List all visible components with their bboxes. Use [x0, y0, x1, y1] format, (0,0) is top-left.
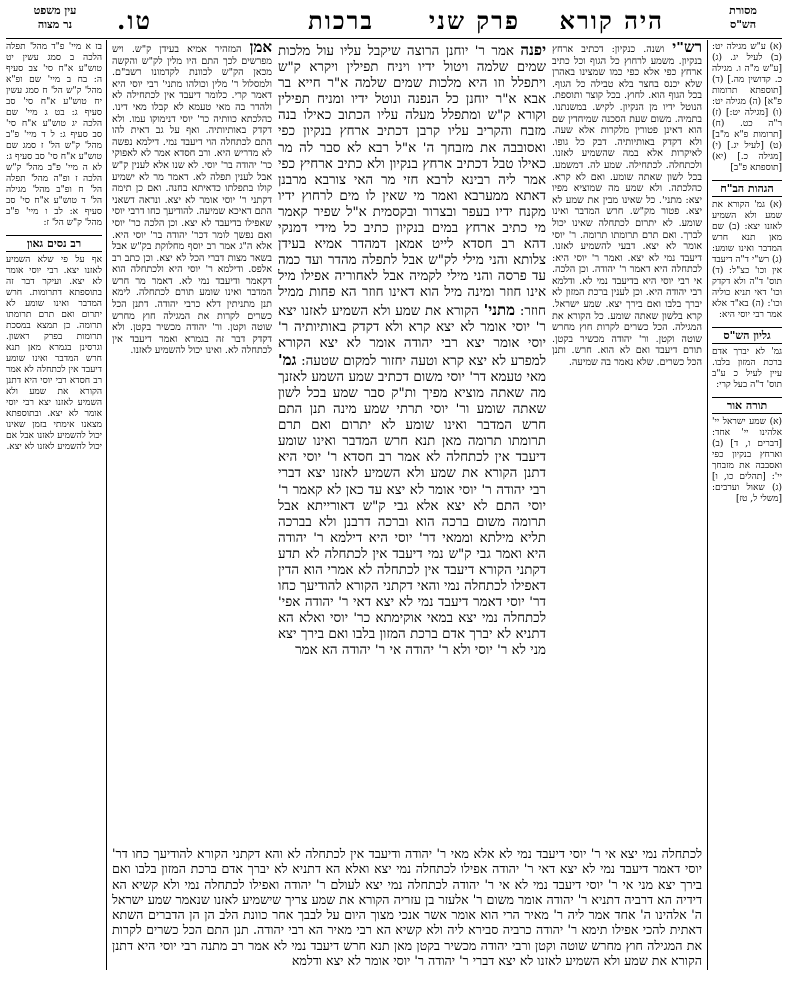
right-sidebar [712, 42, 782, 662]
gemara-paragraph-3: מאי טעמא דר' יוסי משום דכתיב שמע השמע לאזנך מה שאתה מוציא מפיך ות"ק סבר שמע בכל לשון שאתה שומע ור' יוסי תרתי שמע מינה תנן התם חרש המדבר ואינו שומע לא יתרום ואם תרם תרומתו תרומה מאן תנא חרש המדבר ואינו שומע דיעבד אין לכתחלה לא אמר רב חסדא ר' יוסי היא דתנן הקורא את שמע ולא השמיע לאזנו יצא דברי רבי יהודה ר' יוסי אומר לא יצא עד כאן לא קאמר ר' יוסי התם לא יצא אלא גבי ק"ש דאורייתא אבל תרומה משום ברכה הוא וברכה דרבנן ולא בברכה תליא מילתא וממאי דר' יוסי היא דילמא ר' יהודה היא ואמר גבי ק"ש נמי דיעבד אין לכתחלה לא תדע דקתני הקורא דיעבד אין לכתחלה לא אמרי הוא הדין דאפילו לכתחלה נמי והאי דקתני הקורא להודיעך כחו דר' יוסי דאמר דיעבד נמי לא יצא דאי ר' יהודה אפי' לכתחלה נמי יצא במאי אוקימתא כר' יוסי ואלא הא דתניא לא יברך אדם ברכת המזון בלבו ואם בירך יצא מני לא ר' יוסי ולא ר' יהודה אי ר' יהודה הא אמר [278, 369, 546, 659]
ein-mishpat-label [10, 4, 100, 32]
gemara-paragraph-2: ויטול ידיו ויניח תפילין ויקרא ק"ש ויתפלל וזו היא מלכות שמים שלמה א"ר חייא בר אבא א"ר יוחנן כל הנפנה ונוטל ידיו ומניח תפילין וקורא ק"ש ומתפלל מעלה עליו הכתוב כאילו בנה מזבח והקריב עליו קרבן דכתיב ארחץ בנקיון כפי ואסובבה את מזבחך ה' א"ל רבא לא סבר לה מר כאילו טבל דכתיב ארחץ בנקיון ולא כתיב ארחיץ כפי אמר ליה רבינא לרבא חזי מר האי צורבא מרבנן דאתא ממערבא ואמר מי שאין לו מים לרחוץ ידיו מקנח ידיו בעפר ובצרור ובקסמית א"ל שפיר קאמר מי כתיב ארחץ במים בנקיון כתיב כל מידי דמנקי דהא רב חסדא לייט אמאן דמהדר אמיא בעידן צלותא והני מילי לק"ש אבל לתפלה מהדר ועד כמה עד פרסה והני מילי לקמיה אבל לאחוריה אפילו מיל אינו חוזר ומינה מיל הוא דאינו חוזר הא פחות ממיל חוזר: [278, 60, 546, 319]
masoret-label-1: מסורת [729, 4, 757, 17]
mishna-label: מתני' [483, 300, 516, 319]
rav-nissim-title: רב נסים גאון [6, 235, 102, 252]
hagahot-title: הגהות הב"ח [712, 180, 782, 197]
chapter-name: היה קורא [559, 6, 664, 35]
gemara-continuation-text: לכתחלה נמי יצא אי ר' יוסי דיעבד נמי לא אלא מאי ר' יהודה ודיעבד אין לכתחלה לא והא דקתני הקורא להודיעך כחו דר' יוסי דאמר דיעבד נמי לא יצא דאי ר' יהודה אפילו לכתחלה נמי יצא ואלא הא דתניא לא יברך אדם ברכת המזון בלבו ואם בירך יצא מני אי ר' יוסי דיעבד נמי לא אי ר' יהודה לכתחלה נמי יצא לעולם ר' יהודה ואפילו לכתחלה נמי ולא קשיא הא דידיה הא דרביה דתניא ר' יהודה אומר משום ר' אלעזר בן עזריה הקורא את שמע צריך שישמיע לאזנו שנאמר שמע ישראל ה' אלהינו ה' אחד אמר ליה ר' מאיר הרי הוא אומר אשר אנכי מצוך היום על לבבך אחר כוונת הלב הן הן הדברים השתא דאתית להכי אפילו תימא ר' יהודה כרביה סבירא ליה ולא קשיא הא רבי מאיר הא רבי יהודה. תנן התם הכל כשרים לקרות את המגילה חוץ מחרש שוטה וקטן ורבי יהודה מכשיר בקטן מאן תנא חרש דיעבד נמי לא אמר רב מתנה רבי יוסי היא דתנן הקורא את שמע ולא השמיע לאזנו לא יצא דברי ר' יהודה ר' יוסי אומר לא יצא ודלמא [112, 846, 702, 969]
ein-mishpat-label-2: נר מצוה [37, 18, 73, 31]
header-rule [6, 38, 782, 39]
tosafot-text: המזהיר אמיא בעידן ק"ש. ויש מפרשים לכך התם היו מלין לק"ש והקשה מכאן הק"ש לכוונת לקדמונו רשב"ם. ולמסלול ר' מלין וכולהו מתני' רבי יוסי היא דאמר קרי. כלומר דיעבד אין לכתחילה לא ולהדר בה מאי טעמא לא קבלו מאי דינו. כהלכתא כוותיה כר' יוסי דנימוקו עמו. ולא דקדק באותיותיה. ואף על גב דאית להו התם לכתחלה הוי דיעבד נמי. דילמא נפשה לא מדריש היא. ורב חסדא אמר לא לאפוקי כר' יהודה בר' יוסי. לא שנו אלא לענין ק"ש אבל לענין תפלה לא. דאמר מר לא ישמיע קולו בתפלתו כדאיתא בחנה. ואם כן תימה דקתני ר' יוסי אומר לא יצא. ונראה דשאני התם דאיכא שמיעה. להודיעך כחו דרבי יוסי שאפילו בדיעבד לא יצא. וכן הלכה כר' יוסי ואם נפשך לומר דכר' יהודה בר' יוסי היא. אלא ה"ג אמר רב יוסף מחלוקת בק"ש אבל בשאר מצות דברי הכל לא יצא. וכן כתב רב אלפס. ודילמא ר' יוסי היא ולכתחלה הוא דקאמר ודיעבד נמי לא. דאמר מר חרש המדבר ואינו שומע תורם לכתחלה. לימא תנן מתניתין דלא כרבי יהודה. דתנן הכל כשרים לקרות את המגילה חוץ מחרש שוטה וקטן. ור' יהודה מכשיר בקטן. ולא דקדק דבר זה בגמרא ואמר דיעבד אין לכתחלה לא. ואינו יכול להשמיע לאזנו. [112, 44, 272, 357]
gilyon-text: גמ' לא יברך אדם ברכת המזון בלבו. עיין לעיל כ ע"ב תוס' ד"ה בעל קרי: [712, 347, 782, 390]
torah-or-title: תורה אור [712, 397, 782, 414]
gemara-column [278, 42, 546, 842]
gemara-continuation [112, 846, 702, 986]
page-header [6, 4, 782, 40]
divider-right [707, 40, 708, 970]
tractate-name: ברכות [308, 6, 374, 35]
tosafot-title: אמן [249, 42, 272, 56]
mishna-text: הקורא את שמע ולא השמיע לאזנו יצא ר' יוסי אומר לא יצא קרא ולא דקדק באותיותיה ר' יוסי אומר יצא רבי יהודה אומר לא יצא הקורא למפרע לא יצא קרא וטעה יחזור למקום שטעה: [278, 303, 546, 369]
gemara-label: גמ' [278, 350, 297, 369]
chapter-number: פרק שני [428, 6, 520, 35]
rashi-title: רש"י [672, 42, 702, 56]
ein-mishpat-text: בז א מיי' פ"ד מהל' תפלה הלכה ב סמג עשין יט טוש"ע א"ח סי' צב סעיף ה: בח ב מיי' שם ופ"א מהל' ק"ש הל' ח סמג עשין יח טוש"ע א"ח סי' סב סעיף ג: בט ג מיי' שם הלכה יג טוש"ע א"ח סי' סב סעיף ג: ל ד מיי' פ"ב מהל' ק"ש הל' ז סמג שם טוש"ע א"ח סי' סב סעיף ג: לא ה מיי' פ"ב מהל' ק"ש הלכה ז ופ"ה מהל' תפלה הל' ח ופ"ב מהל' מגילה הל' ד טוש"ע א"ח סי' סב סעיף א: לב ו מיי' פ"ב מהל' ק"ש הל' ז: [6, 42, 102, 228]
gilyon-title: גליון הש"ס [712, 327, 782, 344]
masoret-label-2: הש"ס [729, 18, 757, 31]
ein-mishpat-label-1: עין משפט [33, 4, 77, 17]
masoret-text: (א) ע"ש מגילה יט: (ב) לעיל יג. (ג) [ע"ש מ"ה ו. מגילה כ. קדושין מה.] (ד) [תוספתא תרומות פ"א] (ה) מגילה יט: (ו) [מגילה יט:] (ז) ר"ה כט. (ח) [תרומות פ"א מ"ב] (ט) [לעיל יג.] (י) [מגילה כ.] (יא) [תוספתא פ"ב] [712, 42, 782, 173]
torah-or-text: (א) שמע ישראל יי' אלהינו יי' אחד: [דברים ו, ד] (ב) וארחץ בנקיון כפי ואסבבה את מזבחך יי': [תהלים כו, ו] (ג) שאול וערבים: [משלי ל, טז] [712, 417, 782, 504]
rashi-text: ושנה. כנקיון: דכתיב ארחץ בנקיון. משמע לרחוץ כל הגוף וכל כתיב ארחץ כפי אלא כפי כמו שמצינו באהרן שלא יכנס בחצר בלא טבילה כל הגוף. בכל הגוף הוא. לחוץ. בכל קוצר ותוספת. הנוטל ידיו מן הנקיון. לקיש. במשנתנו. בתמיה. משום שעת הסכנה שמיחדין שם הוא דאינן פטורין מלקרות אלא שעה. ולא דקדק באותיותיה. דבק כל גופו. לאיקרות אלא במה שהשמיע לאזנו. ולכתחלה. לכתחילה. שמע לה. דמשמע. בכל לשון שאתה שומע. ואם לא קרא. כהלכתה. ולא שמע מה שמוציא מפיו יצא: מתני'. כל שאינו מבין את שמע לא יצא. פטור מק"ש. חרש המדבר ואינו שומע. לא יתרום לכתחלה שאינו יכול לברך. ואם תרם תרומתו תרומה. ר' יוסי אומר לא יצא. דבעי להשמיע לאזנו. דיעבד נמי לא יצא. ואמר ר' יוסי היא: לכתחלה היא דאמר ר' יהודה. וכן הלכה. אי רבי יוסי היא בדיעבד נמי לא. ודלמא רבי יהודה היא. וכן לענין ברכת המזון לא יברך בלבו ואם בירך יצא. שמע ישראל. קרא בלשון שאתה שומע. כל הקורא את המגילה. הכל כשרים לקרות חוץ מחרש שוטה וקטן. ור' יהודה מכשיר בקטן. תורם דיעבד ואם לא הוא. חרש. ותנן הכל כשרים. שלא נאמר בה שמיעה. [552, 44, 702, 369]
gemara-paragraph-1: אמר ר' יוחנן הרוצה שיקבל עליו עול מלכות שמים שלמה [278, 44, 546, 76]
talmud-page [6, 4, 782, 992]
tosafot-column [112, 42, 272, 842]
page-number: טו. [117, 6, 152, 35]
masoret-label [708, 4, 778, 32]
rashi-column [552, 42, 702, 842]
rav-nissim-text: אף על פי שלא השמיע לאזנו יצא. רבי יוסי אומר לא יצא. ועיקר דבר זה בתוספתא דתרומות. חרש המדבר ואינו שומע לא יתרום ואם תרם תרומתו תרומה. כן תמצא במסכת תרומות בפרק ראשון. וגרסינן בגמרא מאן תנא חרש המדבר ואינו שומע דיעבד אין לכתחלה לא אמר רב חסדא רבי יוסי היא דתנן הקורא את שמע ולא השמיע לאזנו יצא רבי יוסי אומר לא יצא. ובתוספתא מצאנו אימתי בזמן שאינו יכול להשמיע לאזנו אבל אם יכול להשמיע לאזנו לא יצא. [6, 255, 102, 452]
left-sidebar [6, 42, 102, 942]
divider-left [106, 40, 107, 970]
gemara-opening-word: יפנה [520, 42, 546, 59]
hagahot-text: (א) גמ' הקורא את שמע ולא השמיע לאזנו יצא: (ב) שם מאן תנא חרש המדבר ואינו שומע: (ג) רש"י ד"ה דיעבד אין וכו' כצ"ל: (ד) תוס' ד"ה ולא דקדק וכו' דאי תניא כוליה וכו': (ה) בא"ד אלא אמר רבי יוסי היא: [712, 200, 782, 320]
